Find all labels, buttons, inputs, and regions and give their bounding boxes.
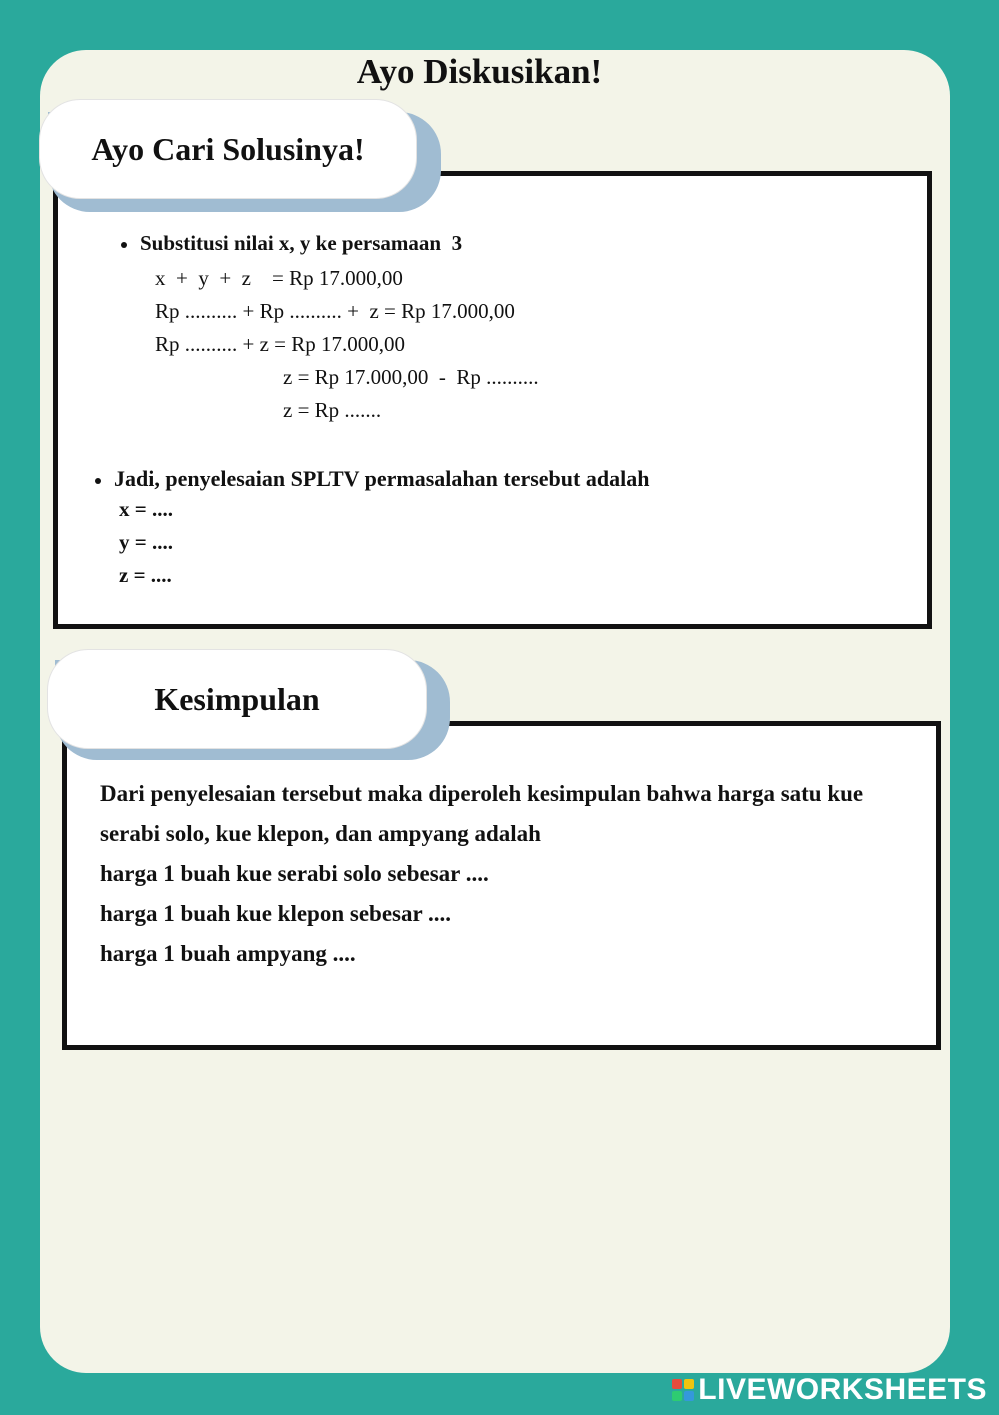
solution-heading: Jadi, penyelesaian SPLTV permasalahan tersebut adalah [114, 466, 650, 491]
answer-y: y = .... [119, 530, 173, 554]
liveworksheets-watermark [672, 1373, 987, 1407]
watermark-text: LIVEWORKSHEETS [698, 1373, 987, 1406]
substitution-heading: Substitusi nilai x, y ke persamaan 3 [140, 231, 463, 255]
equation-line: Rp .......... + Rp .......... + z = Rp 17.000,00 [155, 299, 515, 323]
solution-tab [40, 100, 416, 198]
conclusion-tab-label: Kesimpulan [154, 680, 320, 717]
conclusion-line: harga 1 buah kue klepon sebesar .... [100, 901, 452, 926]
logo-square-blue [684, 1391, 694, 1401]
logo-square-red [672, 1379, 682, 1389]
page-title: Ayo Diskusikan! [356, 52, 603, 91]
conclusion-line: harga 1 buah kue serabi solo sebesar .... [100, 861, 489, 886]
logo-square-green [672, 1391, 682, 1401]
bullet-dot [121, 242, 127, 248]
equation-line: z = Rp ....... [283, 398, 382, 422]
answer-z: z = .... [119, 563, 172, 587]
solution-tab-label: Ayo Cari Solusinya! [91, 130, 365, 167]
logo-square-yellow [684, 1379, 694, 1389]
conclusion-line: serabi solo, kue klepon, dan ampyang adalah [100, 821, 541, 846]
conclusion-line: Dari penyelesaian tersebut maka diperoleh kesimpulan bahwa harga satu kue [100, 781, 864, 806]
conclusion-tab [48, 650, 426, 748]
equation-line: Rp .......... + z = Rp 17.000,00 [155, 332, 406, 356]
bullet-dot [95, 478, 101, 484]
equation-line: z = Rp 17.000,00 - Rp .......... [283, 365, 539, 389]
answer-x: x = .... [119, 497, 173, 521]
liveworksheets-logo-icon [672, 1379, 694, 1401]
equation-line: x + y + z = Rp 17.000,00 [155, 266, 403, 290]
conclusion-line: harga 1 buah ampyang .... [100, 941, 356, 966]
